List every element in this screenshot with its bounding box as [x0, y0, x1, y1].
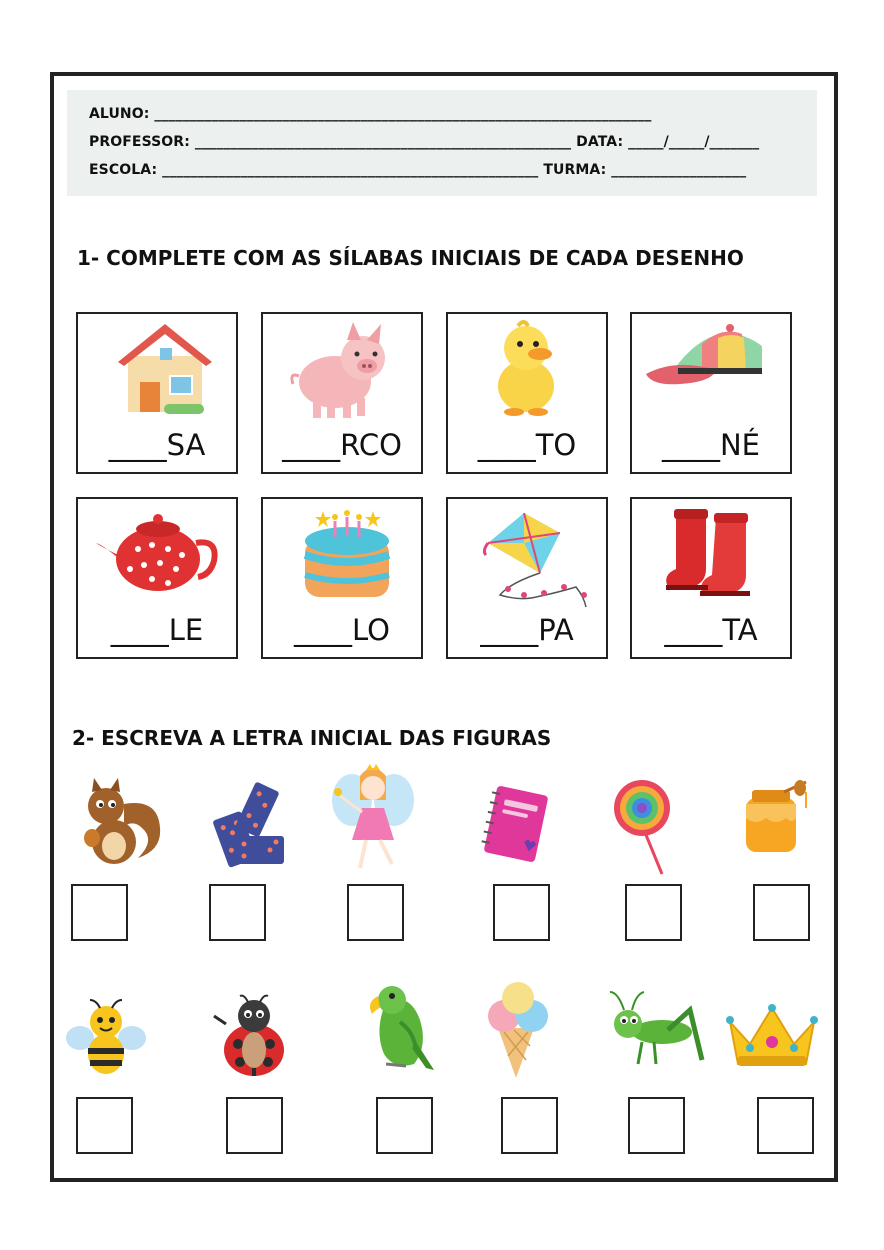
teacher-date-line[interactable]: PROFESSOR: _____________________________________________________ DATA: _____/_____/_______	[89, 134, 760, 150]
school-class-line[interactable]: ESCOLA: _____________________________________________________ TURMA: ___________________	[89, 162, 747, 178]
honey-jar-icon	[740, 778, 812, 856]
letter-box[interactable]	[376, 1097, 433, 1154]
kite-icon	[448, 499, 610, 609]
syllable-blank[interactable]: ____TO	[477, 428, 577, 462]
syllable-blank[interactable]: ____LO	[294, 613, 390, 647]
teapot-icon	[78, 499, 240, 609]
letter-box[interactable]	[753, 884, 810, 941]
section1-title: 1- COMPLETE COM AS SÍLABAS INICIAIS DE CADA DESENHO	[77, 246, 744, 270]
letter-box[interactable]	[347, 884, 404, 941]
letter-box[interactable]	[501, 1097, 558, 1154]
boots-icon	[632, 499, 794, 609]
fairy-icon	[326, 760, 418, 876]
letter-box[interactable]	[493, 884, 550, 941]
parrot-icon	[356, 982, 440, 1078]
grasshopper-icon	[608, 990, 708, 1068]
card-cap	[630, 312, 792, 474]
ice-cream-icon	[482, 980, 556, 1080]
letter-box[interactable]	[625, 884, 682, 941]
card-cake	[261, 497, 423, 659]
letter-box[interactable]	[226, 1097, 283, 1154]
card-teapot	[76, 497, 238, 659]
letter-box[interactable]	[628, 1097, 685, 1154]
letter-box[interactable]	[209, 884, 266, 941]
lollipop-icon	[610, 778, 678, 878]
syllable-blank[interactable]: ____PA	[480, 613, 574, 647]
student-info-header	[67, 90, 817, 196]
duckling-icon	[448, 314, 610, 424]
cake-icon	[263, 499, 425, 609]
crown-icon	[724, 1000, 820, 1070]
syllable-blank[interactable]: ____SA	[108, 428, 206, 462]
letter-box[interactable]	[757, 1097, 814, 1154]
syllable-blank[interactable]: ____LE	[110, 613, 204, 647]
card-duckling	[446, 312, 608, 474]
cap-icon	[632, 314, 794, 424]
card-boots	[630, 497, 792, 659]
house-icon	[78, 314, 240, 424]
section2-title: 2- ESCREVA A LETRA INICIAL DAS FIGURAS	[72, 726, 552, 750]
notebook-icon	[476, 782, 556, 866]
card-pig	[261, 312, 423, 474]
syllable-blank[interactable]: ____NÉ	[661, 428, 761, 462]
letter-box[interactable]	[71, 884, 128, 941]
letter-box[interactable]	[76, 1097, 133, 1154]
squirrel-icon	[70, 776, 166, 872]
bee-icon	[64, 998, 148, 1082]
pig-icon	[263, 314, 425, 424]
student-name-line[interactable]: ALUNO: ______________________________________________________________________	[89, 106, 652, 122]
card-kite	[446, 497, 608, 659]
card-house	[76, 312, 238, 474]
syllable-blank[interactable]: ____TA	[664, 613, 758, 647]
syllable-blank[interactable]: ____RCO	[282, 428, 402, 462]
ladybug-icon	[210, 994, 298, 1082]
dominoes-icon	[200, 780, 290, 870]
